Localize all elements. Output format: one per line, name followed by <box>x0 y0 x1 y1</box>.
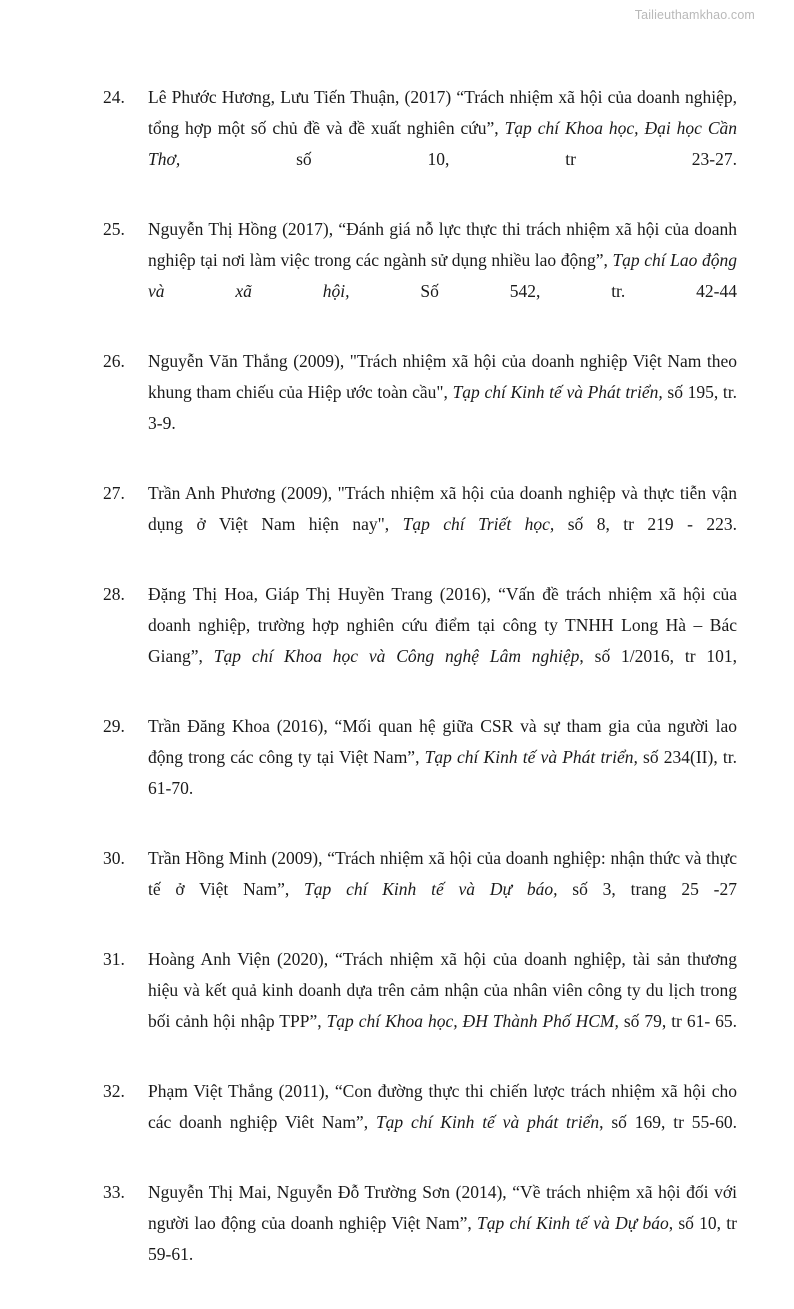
reference-text <box>148 843 737 936</box>
reference-source-title: Tạp chí Kinh tế và Dự báo <box>477 1213 669 1233</box>
reference-source-title: Tạp chí Kinh tế và phát triển <box>375 1112 600 1132</box>
reference-item <box>103 478 737 571</box>
reference-number: 32. <box>103 1081 125 1101</box>
reference-text-segment: số 8, tr 219 - 223. <box>554 514 737 534</box>
reference-text <box>148 1177 737 1301</box>
reference-source-title: Tạp chí Kinh tế và Dự báo, <box>304 879 558 899</box>
reference-text-segment: Nguyễn Thị Hồng (2017), “Đánh giá nỗ lực thực thi trách nhiệm xã hội của doanh nghiệp tại nơi làm việc trong các ngành sử dụng nhiều lao động”, <box>148 219 737 270</box>
reference-text-segment: Nguyễn Thị Mai, Nguyễn Đỗ Trường Sơn (2014), “Về trách nhiệm xã hội đối với người lao động của doanh nghiệp Việt Nam”, <box>148 1182 737 1233</box>
reference-text-segment: số 10, tr 23-27. <box>180 149 737 169</box>
reference-item <box>103 214 737 338</box>
reference-text-segment: Nguyễn Văn Thắng (2009), "Trách nhiệm xã hội của doanh nghiệp Việt Nam theo khung tham chiếu của Hiệp ước toàn cầu", <box>148 351 737 402</box>
reference-text-segment: Phạm Việt Thắng (2011), “Con đường thực thi chiến lược trách nhiệm xã hội cho các doanh nghiệp Viêt Nam”, <box>148 1081 737 1132</box>
reference-text <box>148 579 737 703</box>
reference-number: 28. <box>103 584 125 604</box>
reference-text <box>148 478 737 571</box>
reference-number: 29. <box>103 716 125 736</box>
reference-text <box>148 346 737 470</box>
reference-item <box>103 1177 737 1301</box>
reference-text-segment: số 3, trang 25 -27 <box>557 879 737 899</box>
reference-source-title: Tạp chí Khoa học, ĐH Thành Phố HCM, <box>326 1011 619 1031</box>
reference-source-title: Tạp chí Khoa học, Đại học Cần Thơ, <box>148 118 738 169</box>
reference-text-segment: Trần Hồng Minh (2009), “Trách nhiệm xã hội của doanh nghiệp: nhận thức và thực tế ở Việt Nam”, <box>148 848 737 899</box>
watermark-text: Tailieuthamkhao.com <box>634 8 755 22</box>
reference-item <box>103 579 737 703</box>
reference-text-segment: Lê Phước Hương, Lưu Tiến Thuận, (2017) “Trách nhiệm xã hội của doanh nghiệp, tổng hợp một số chủ đề và đề xuất nghiên cứu”, <box>148 87 737 138</box>
reference-text <box>148 82 737 206</box>
reference-item <box>103 843 737 936</box>
reference-number: 24. <box>103 87 125 107</box>
reference-item <box>103 82 737 206</box>
reference-text-segment: , số 10, tr 59-61. <box>148 1213 737 1264</box>
reference-text-segment: số 195, tr. 3-9. <box>148 382 737 433</box>
reference-text-segment: , số 1/2016, tr 101, <box>579 646 737 666</box>
reference-text <box>148 944 737 1068</box>
reference-number: 30. <box>103 848 125 868</box>
reference-number: 33. <box>103 1182 125 1202</box>
reference-source-title: Tạp chí Khoa học và Công nghệ Lâm nghiệp <box>213 646 580 666</box>
reference-item <box>103 711 737 835</box>
reference-item <box>103 944 737 1068</box>
reference-number: 27. <box>103 483 125 503</box>
reference-number: 26. <box>103 351 125 371</box>
reference-text-segment: Hoàng Anh Viện (2020), “Trách nhiệm xã hội của doanh nghiệp, tài sản thương hiệu và kết quả kinh doanh dựa trên cảm nhận của nhân viên công ty du lịch trong bối cảnh hội nhập TPP”, <box>148 949 737 1031</box>
reference-text-segment: , số 169, tr 55-60. <box>599 1112 738 1132</box>
reference-text <box>148 711 737 835</box>
reference-text-segment: số 234(II), tr. 61-70. <box>148 747 737 798</box>
reference-text-segment: Trần Anh Phương (2009), "Trách nhiệm xã hội của doanh nghiệp và thực tiễn vận dụng ở Việt Nam hiện nay", <box>148 483 737 534</box>
reference-source-title: Tạp chí Kinh tế và Phát triển, <box>452 382 663 402</box>
reference-text-segment: Trần Đăng Khoa (2016), “Mối quan hệ giữa CSR và sự tham gia của người lao động trong các công ty tại Việt Nam”, <box>148 716 737 767</box>
reference-number: 31. <box>103 949 125 969</box>
reference-list <box>103 82 737 1309</box>
reference-source-title: Tạp chí Lao động và xã hội, <box>148 250 737 301</box>
reference-text-segment: số 79, tr 61- 65. <box>618 1011 738 1031</box>
reference-text <box>148 214 737 338</box>
reference-item <box>103 346 737 470</box>
reference-text-segment: Đặng Thị Hoa, Giáp Thị Huyền Trang (2016), “Vấn đề trách nhiệm xã hội của doanh nghiệp, trường hợp nghiên cứu điểm tại công ty TNHH Long Hà – Bác Giang”, <box>148 584 737 666</box>
reference-source-title: Tạp chí Kinh tế và Phát triển, <box>424 747 638 767</box>
reference-source-title: Tạp chí Triết học, <box>402 514 555 534</box>
reference-number: 25. <box>103 219 125 239</box>
reference-text-segment: Số 542, tr. 42-44 <box>349 281 737 301</box>
